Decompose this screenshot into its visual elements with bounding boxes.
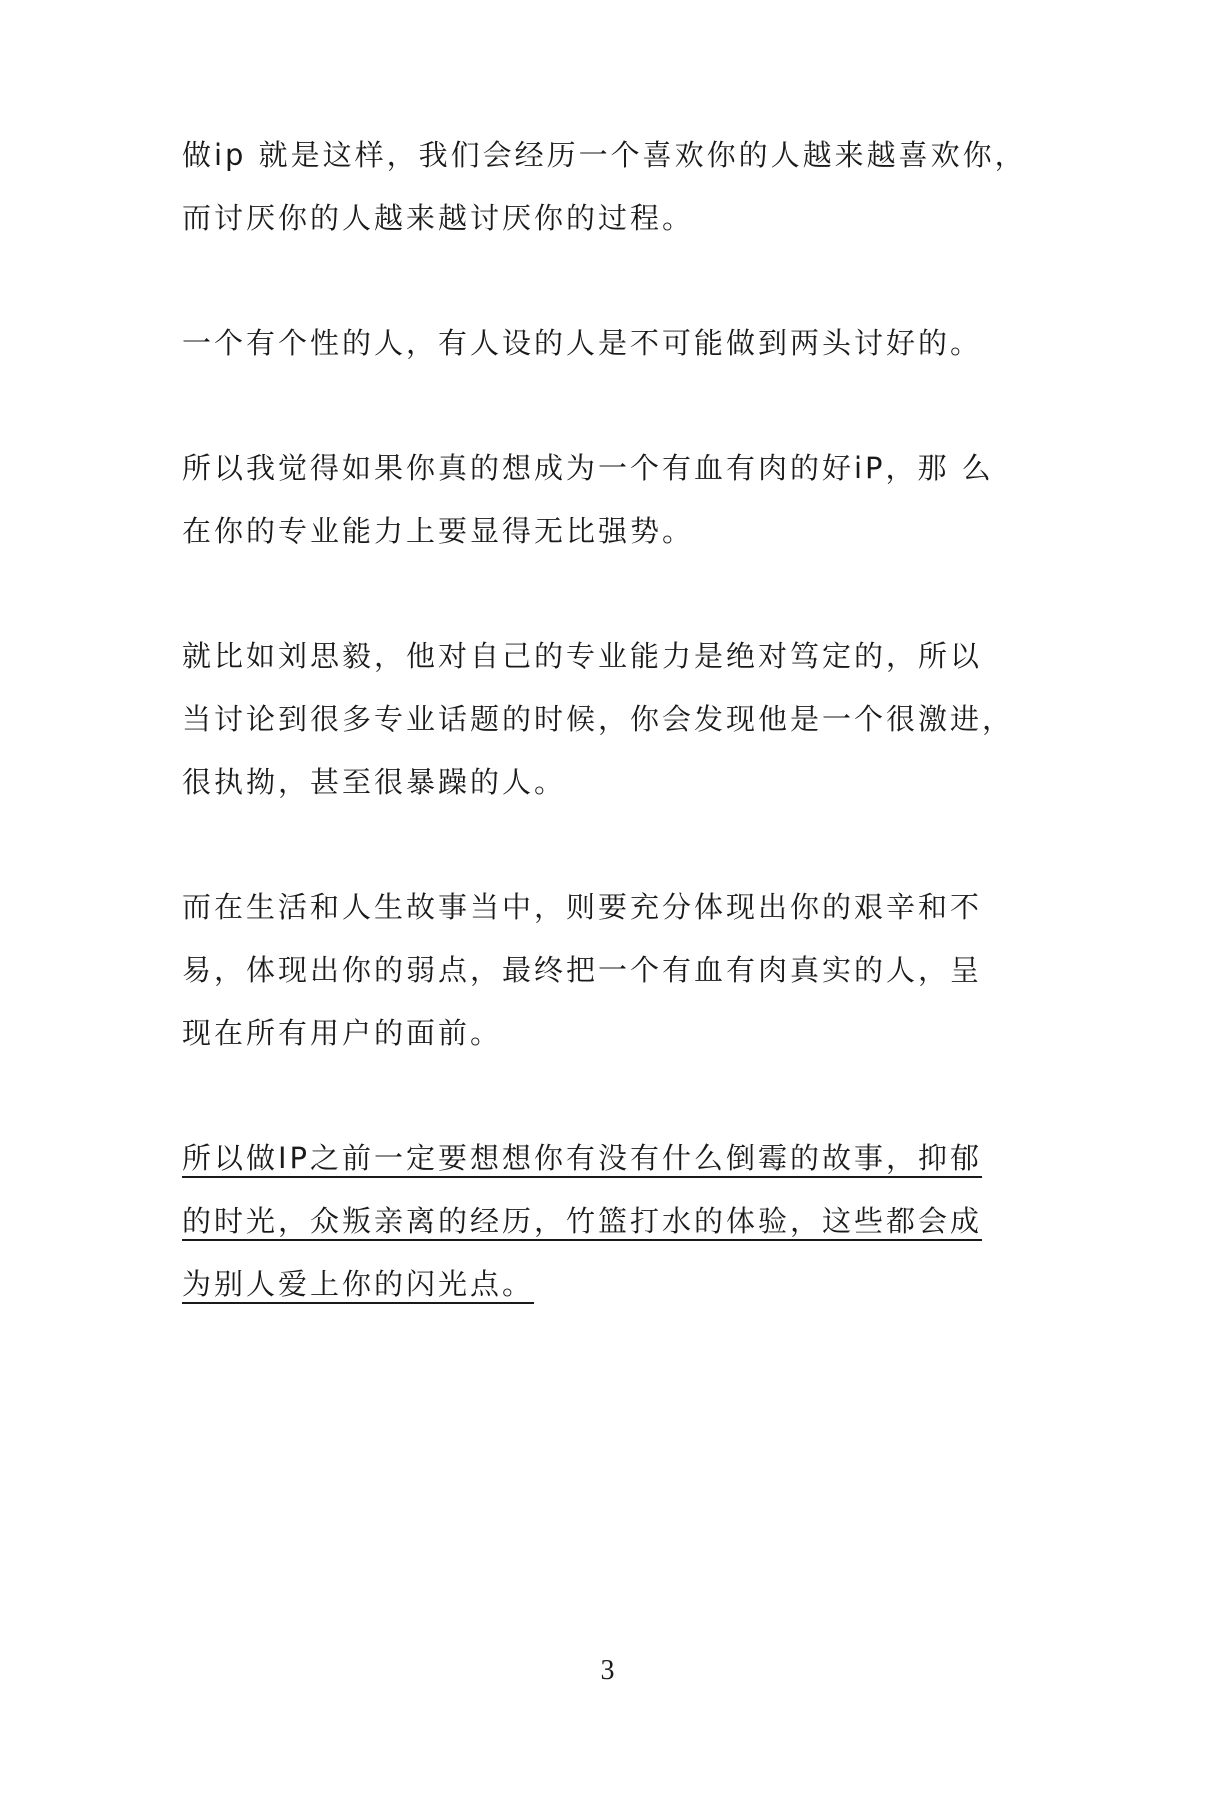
underlined-line: 为别人爱上你的闪光点。 [182,1267,535,1301]
paragraph-6-underlined [182,1127,1062,1316]
paragraph-3 [182,437,1062,563]
document-body [182,124,1062,1378]
underlined-line: 所以做IP之前一定要想想你有没有什么倒霉的故事，抑郁 [182,1141,983,1175]
paragraph-line: 做ip 就是这样，我们会经历一个喜欢你的人越来越喜欢你， [182,138,1027,172]
paragraph-line: 易，体现出你的弱点，最终把一个有血有肉真实的人，呈 [182,953,983,987]
underlined-line: 的时光，众叛亲离的经历，竹篮打水的体验，这些都会成 [182,1204,983,1238]
paragraph-5 [182,876,1062,1065]
paragraph-2 [182,312,1062,375]
paragraph-4 [182,625,1062,814]
paragraph-line: 在你的专业能力上要显得无比强势。 [182,514,695,548]
page-number: 3 [600,1655,615,1686]
paragraph-line: 一个有个性的人，有人设的人是不可能做到两头讨好的。 [182,326,983,360]
paragraph-line: 当讨论到很多专业话题的时候，你会发现他是一个很激进， [182,702,1015,736]
paragraph-line: 很执拗，甚至很暴躁的人。 [182,765,567,799]
paragraph-line: 就比如刘思毅，他对自己的专业能力是绝对笃定的，所以 [182,639,983,673]
paragraph-line: 现在所有用户的面前。 [182,1016,503,1050]
paragraph-line: 而在生活和人生故事当中，则要充分体现出你的艰辛和不 [182,890,983,924]
paragraph-line: 所以我觉得如果你真的想成为一个有血有肉的好iP，那 么 [182,451,994,485]
paragraph-line: 而讨厌你的人越来越讨厌你的过程。 [182,201,695,235]
paragraph-1 [182,124,1062,250]
